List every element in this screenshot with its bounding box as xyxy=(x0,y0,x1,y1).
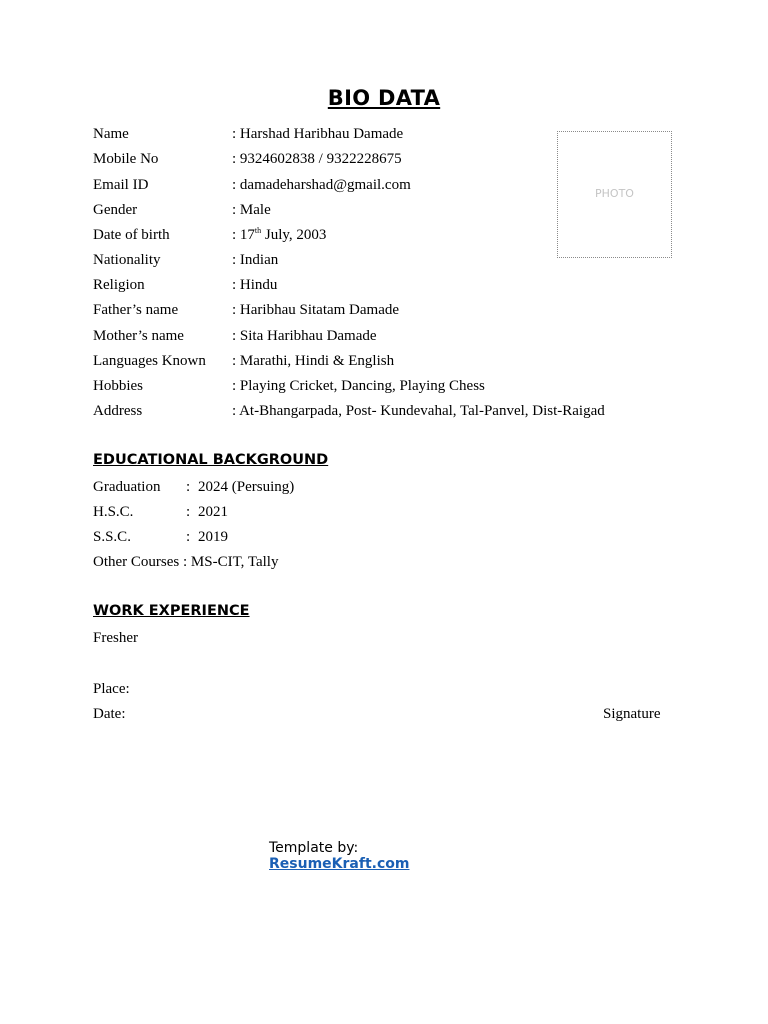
education-colon: : xyxy=(186,479,191,495)
work-experience-value: Fresher xyxy=(93,630,138,646)
dob-month-year: July, 2003 xyxy=(261,227,327,243)
education-label: S.S.C. xyxy=(93,529,131,545)
field-value: : damadeharshad@gmail.com xyxy=(232,177,411,193)
education-heading: EDUCATIONAL BACKGROUND xyxy=(93,452,329,468)
field-value xyxy=(232,226,326,244)
field-label: Hobbies xyxy=(93,378,143,394)
education-colon: : xyxy=(186,529,191,545)
field-label: Nationality xyxy=(93,252,161,268)
education-value: 2024 (Persuing) xyxy=(198,479,295,495)
field-label: Mobile No xyxy=(93,151,159,167)
field-label: Email ID xyxy=(93,177,149,193)
field-label: Address xyxy=(93,403,143,419)
field-label: Name xyxy=(93,126,129,142)
photo-placeholder-label: PHOTO xyxy=(595,187,634,200)
photo-placeholder xyxy=(557,131,672,258)
education-label: Graduation xyxy=(93,479,161,495)
dob-ordinal: th xyxy=(254,226,262,235)
education-value: 2021 xyxy=(198,504,228,520)
education-label: H.S.C. xyxy=(93,504,134,520)
other-courses: Other Courses : MS-CIT, Tally xyxy=(93,554,279,570)
field-label: Mother’s name xyxy=(93,328,184,344)
education-colon: : xyxy=(186,504,191,520)
field-value: : Marathi, Hindi & English xyxy=(232,353,395,369)
work-experience-heading: WORK EXPERIENCE xyxy=(93,603,250,619)
field-value: : Harshad Haribhau Damade xyxy=(232,126,404,142)
date-label: Date: xyxy=(93,706,126,722)
field-value: : Indian xyxy=(232,252,279,268)
field-value: : At-Bhangarpada, Post- Kundevahal, Tal-Panvel, Dist-Raigad xyxy=(232,403,605,419)
field-label: Religion xyxy=(93,277,145,293)
field-value: : Haribhau Sitatam Damade xyxy=(232,302,400,318)
place-label: Place: xyxy=(93,681,130,697)
field-value: : Hindu xyxy=(232,277,278,293)
field-label: Languages Known xyxy=(93,353,206,369)
dob-day: : 17 xyxy=(232,227,255,243)
field-label: Gender xyxy=(93,202,138,218)
page-title: BIO DATA xyxy=(327,86,441,110)
field-label: Father’s name xyxy=(93,302,179,318)
field-value: : Male xyxy=(232,202,271,218)
field-value: : Playing Cricket, Dancing, Playing Chess xyxy=(232,378,485,394)
education-value: 2019 xyxy=(198,529,228,545)
template-credit-link[interactable]: ResumeKraft.com xyxy=(269,856,410,872)
field-value: : 9324602838 / 9322228675 xyxy=(232,151,402,167)
signature-label: Signature xyxy=(603,706,661,722)
field-value: : Sita Haribhau Damade xyxy=(232,328,377,344)
template-credit-label: Template by: xyxy=(269,840,359,856)
field-label: Date of birth xyxy=(93,227,170,243)
